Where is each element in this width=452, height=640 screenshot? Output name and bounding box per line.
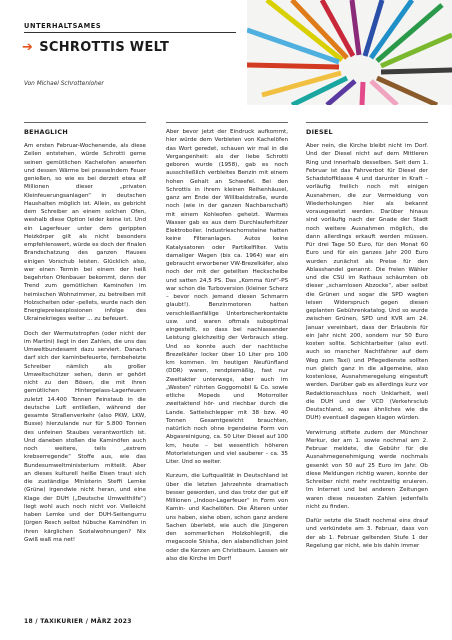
article-column-2 xyxy=(166,128,288,590)
page-footer: 18 / TAXIKURIER / MÄRZ 2023 xyxy=(24,618,132,625)
colored-pencils-illustration xyxy=(247,0,452,105)
body-paragraph: Doch der Wermutstropfen (oder nicht der im Martini) liegt in den Zahlen, die uns das Umweltbundesamt dazu serviert. Danach darf sich der kaminbefeuerte, fernbeheizte Schreiber nämlich als großer Umweltschützer sehen, denn er gehört nicht zu den Bösen, die mit ihren gemütlichen Hintergelass-Lagerfeuern zuletzt 14.400 Tonnen Feinstaub in die deutsche Luft entließen, während der gesamte Straßenverkehr (also PKW, LKW, Busse) hierzulande nur für 5.800 Tonnen des unfeinen Staubes verantwortlich ist. Und daneben stoßen die Kaminöfen auch noch weitere, teils „extrem krebserregende“ Stoffe aus, wie das Bundesumweltministerium mitteilt. Aber an dieses kulturell heiße Eisen traut sich die zuständige Ministerin Steffi Lemke (Grüne) irgendwie nicht heran, und eine Klage der DUH („Deutsche Umwelthilfe“) liegt wohl auch noch nicht vor. Vielleicht haben Lemke und der DUH-Seitengurru Jürgen Resch selbst hübsche Kaminöfen in ihren kärglichen Sozialwohnungen? Nix Gwiß waß ma net! xyxy=(24,330,146,543)
body-paragraph: Aber bevor jetzt der Eindruck aufkommt, hier würde dem Verbieten von Kachelöfen das Wort geredet, schauen wir mal in die Vergangenheit: als der liebe Schrotti geboren wurde (1958), gab es noch ausschließlich verbleites Benzin mit einem hohen Gehalt an Schwefel. Bei den Schrottis in ihrem kleinen Reihenhäusel, ganz am Ende der Willibaldstraße, wurde noch (wie in der ganzen Nachbarschaft) mit einem Kohleofen geheizt. Warmes Wasser gab es aus dem Durchlauferhitzer Elektroboiler. Industrieschornsteine hatten keine Filteranlagen. Autos keine Katalysatoren oder Partikelfilter. Vatis damaliger Wagen (bis ca. 1964) war ein gebraucht erworbener VW-Brezelkäfer, also noch der mit der geteilten Heckscheibe und satten 24,5 PS. Das „Komma fünf“-PS war schon die Turboversion (kleiner Scherz – bevor noch jemand diesen Schmarrn glaubt!). Benzinmotoren hatten verschleißanfällige Unterbrecherkontakte usw. und waren oftmals suboptimal eingestellt, so dass bei nachlassender Leistung gleichzeitig der Verbrauch stieg. Und so konnte auch der nachtische Brezelkäfer locker über 10 Liter pro 100 km kommen. Im heutigen Neufünfland (DDR) waren, rendpiemäßig, fast nur Zweitakter unterwegs, aber auch im „Westen“ rührten Goggomobil & Co. sowie etliche Mopeds und Motorroller zweitaktend hör- und riechbar durch die Lande. Sattelschlepper mit 38 bzw. 40 Tonnen Gesamtgewicht brauchten, natürlich noch ohne irgendeine Form von Abgasreinigung, ca. 50 Liter Diesel auf 100 km, heute – bei wesentlich höheren Motorleistungen und viel sauberer – ca. 35 Liter. Und so weiter. xyxy=(166,129,288,465)
column-divider xyxy=(166,122,288,123)
kicker-divider xyxy=(24,32,236,33)
author-byline: Von Michael Schrottenloher xyxy=(24,81,104,87)
page-title xyxy=(22,40,169,55)
column-divider xyxy=(306,122,428,123)
section-heading: DIESEL xyxy=(306,128,333,136)
arrow-right-icon: ➔ xyxy=(22,40,34,55)
body-paragraph: Aber nein, die Kirche bleibt nicht im Dorf. Und der Diesel nicht auf dem Mittleren Ring und innerhalb desselben. Seit dem 1. Februar ist das Fahrverbot für Diesel der Schadstoffklasse 4 und darunter in Kraft – vorläufig freilich noch mit einigen Ausnahmen, die zur Vermeidung von Wiederholungen hier als bekannt vorausgesetzt werden. Darüber hinaus sind vorläufig nach der Gnade der Stadt noch weitere Ausnahmen möglich, die dann allerdings erkauft werden müssen. Für drei Tage 50 Euro, für den Monat 60 Euro und für ein ganzes Jahr 200 Euro wurden zunächst als Preise für den Ablasshandel genannt. Die freien Wähler und die CSU im Rathaus schäumten ob dieser „schamlosen Abzocke“, aber selbst die Grünen und sogar die SPD wagten leisen Widerspruch gegen diesen geplanten Gebührenkatalog. Und so wurde zwischen Grünen, SPD und KVR am 24. Januar vereinbart, dass der Erlaubnis für ein Jahr nicht 200, sondern nur 50 Euro kosten sollte. Schichtarbeiter (also evtl. auch so mancher Nachtfahrer auf dem Weg zum Taxi) und Pflegedienste sollten nun gleich ganz in die allgemeine, also kostenlose, Ausnahmeregelung eingestuft werden. Darüber gab es allerdings kurz vor Redaktionsschluss noch Unklarheit, weil die DUH und der VCD (Verkehrsclub Deutschland, so was ähnliches wie die DUH) eventuell dagegen klagen würden. xyxy=(306,143,428,422)
colored-pencils-photo xyxy=(247,0,452,105)
section-heading: BEHAGLICH xyxy=(24,128,68,136)
article-column-1 xyxy=(24,128,146,590)
body-paragraph: Dafür setzte die Stadt nochmal eins drauf und verkündete am 3. Februar, dass von der ab 1. Februar geltenden Stufe 1 der Regelung gar nicht, wie bis dahin immer xyxy=(306,518,428,549)
body-paragraph: Kurzum, die Luftqualität in Deutschland ist über die letzten Jahrzehnte dramatisch besser geworden, und das trotz der gut elf Millionen „Indoor-Lagerfeuer“ in Form von Kamin- und Kachelöfen. Die Älteren unter uns haben, siehe oben, schon ganz andere Sachen überlebt, wie auch die Jüngeren den sommerlichen Holzkohlegrill, die megacoole Shisha, den alabendlichen Joint oder die Kerzen am Christbaum. Lassen wir also die Kirche im Dorf! xyxy=(166,473,288,562)
column-divider xyxy=(24,122,146,123)
body-paragraph: Verwirrung stiftete zudem der Münchner Merkur, der am 1. sowie nochmal am 2. Februar meldete, die Gebühr für die Ausnahmegenehmigung werde nochmals gesenkt von 50 auf 25 Euro im Jahr. Ob diese Meldungen richtig waren, konnte der Schreiber nicht mehr rechtzeitig eruieren. Im Internet und bei anderen Zeitungen waren diese neuesten Zahlen jedenfalls nicht zu finden. xyxy=(306,429,428,510)
article-column-3 xyxy=(306,128,428,590)
body-paragraph: Am ersten Februar-Wochenende, als diese Zeilen entstehen, würde Schrotti gerne seinen gemütlichen Kachelofen anwerfen und dessen Wärme bei prasselndem Feuer genießen, so wie es bei derzeit etwa elf Millionen dieser „privaten Kleinfeuerungsanlagen“ in deutschen Haushalten möglich ist. Allein, es gebricht dem Schreiber an einem solchen Ofen, weshalb diese Option leider keine ist. Und ein Lagerfeuer unter dem gerippten Heizkörper gilt als nicht besonders empfehlenswert, würde es doch der finalen Brandschatzung des ganzen Hauses einigen Vorschub leisten. Glücklich also, wer einen Termin bei einem der heiß begehrten Ofenbauer bekommt, denn der Trend zum gemütlichen Kaminofen im heimischen Wohnzimmer, zu betreiben mit Holzscheiten oder -pellets, wurde nach den Energiepreisexplosionen infolge des Ukrainekrieges weiter ... zu befeuert. xyxy=(24,143,146,323)
title-text: SCHROTTIS WELT xyxy=(39,40,170,55)
section-kicker: UNTERHALTSAMES xyxy=(24,22,102,30)
